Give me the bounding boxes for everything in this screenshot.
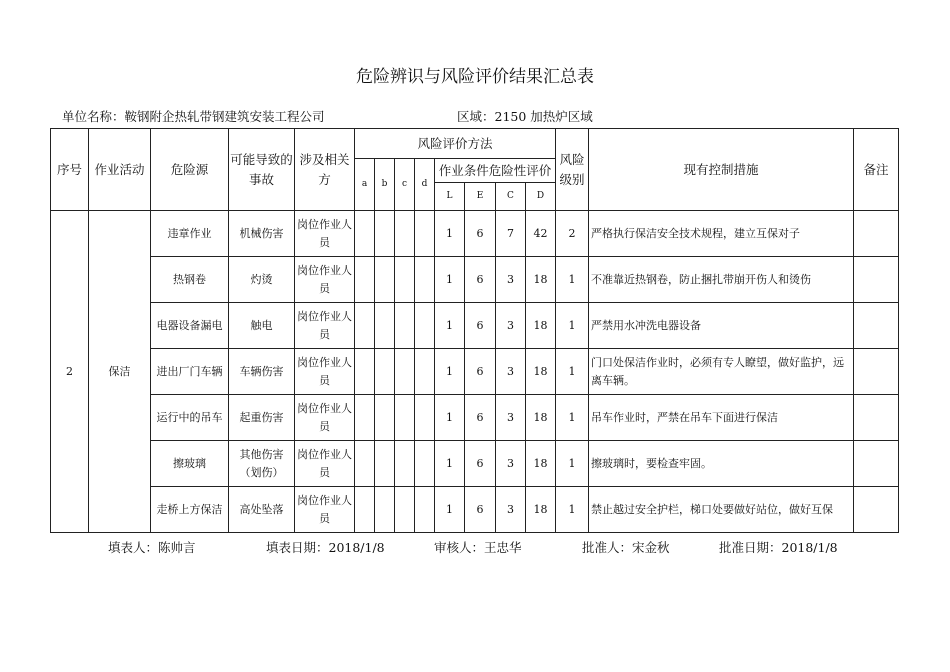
cell-measures: 严格执行保洁安全技术规程，建立互保对子 [589,211,854,257]
cell-involved: 岗位作业人员 [295,303,355,349]
cell-E: 6 [465,395,496,441]
cell-remark [854,349,899,395]
cell-level: 1 [556,487,589,533]
cell-E: 6 [465,349,496,395]
cell-L: 1 [435,211,465,257]
cell-involved: 岗位作业人员 [295,441,355,487]
cell-hazard: 违章作业 [151,211,229,257]
cell-L: 1 [435,395,465,441]
cell-level: 2 [556,211,589,257]
cell-a [355,257,375,303]
cell-accident: 车辆伤害 [229,349,295,395]
cell-C: 3 [496,441,526,487]
cell-E: 6 [465,441,496,487]
cell-hazard: 擦玻璃 [151,441,229,487]
cell-L: 1 [435,257,465,303]
cell-D: 18 [526,487,556,533]
header-level: 风险级别 [556,129,589,211]
table-body [51,211,899,533]
unit-name: 单位名称：鞍钢附企热轧带钢建筑安装工程公司 [62,109,325,124]
cell-remark [854,441,899,487]
header-remark: 备注 [854,129,899,211]
cell-remark [854,257,899,303]
cell-C: 3 [496,303,526,349]
cell-b [375,441,395,487]
cell-involved: 岗位作业人员 [295,487,355,533]
cell-a [355,349,375,395]
cell-E: 6 [465,257,496,303]
footer-reviewer: 审核人：王忠华 [434,540,522,555]
cell-accident: 高处坠落 [229,487,295,533]
cell-hazard: 电器设备漏电 [151,303,229,349]
header-measures: 现有控制措施 [589,129,854,211]
cell-a [355,441,375,487]
cell-E: 6 [465,211,496,257]
cell-accident: 其他伤害（划伤） [229,441,295,487]
cell-D: 18 [526,257,556,303]
cell-D: 18 [526,441,556,487]
table-row [51,349,899,395]
cell-C: 3 [496,487,526,533]
cell-D: 42 [526,211,556,257]
table-row [51,487,899,533]
cell-measures: 禁止越过安全护栏，梯口处要做好站位，做好互保 [589,487,854,533]
cell-hazard: 运行中的吊车 [151,395,229,441]
header-activity: 作业活动 [89,129,151,211]
cell-d [415,395,435,441]
cell-d [415,257,435,303]
cell-hazard: 进出厂门车辆 [151,349,229,395]
cell-level: 1 [556,303,589,349]
cell-b [375,349,395,395]
cell-C: 3 [496,349,526,395]
cell-accident: 机械伤害 [229,211,295,257]
table-row [51,441,899,487]
cell-level: 1 [556,349,589,395]
cell-L: 1 [435,487,465,533]
cell-b [375,257,395,303]
header-condition: 作业条件危险性评价 [435,159,556,183]
page-title: 危险辨识与风险评价结果汇总表 [356,67,594,87]
table-row [51,257,899,303]
cell-involved: 岗位作业人员 [295,211,355,257]
header-accident: 可能导致的事故 [229,129,295,211]
cell-involved: 岗位作业人员 [295,349,355,395]
cell-b [375,487,395,533]
cell-accident: 灼烫 [229,257,295,303]
cell-hazard: 走桥上方保洁 [151,487,229,533]
cell-E: 6 [465,303,496,349]
header-E: E [465,183,496,211]
header-involved: 涉及相关方 [295,129,355,211]
cell-C: 3 [496,395,526,441]
cell-b [375,395,395,441]
cell-activity: 保洁 [89,211,151,533]
cell-level: 1 [556,395,589,441]
cell-remark [854,487,899,533]
cell-D: 18 [526,395,556,441]
cell-seq: 2 [51,211,89,533]
cell-L: 1 [435,349,465,395]
cell-measures: 严禁用水冲洗电器设备 [589,303,854,349]
table-row [51,395,899,441]
header-a: a [355,159,375,211]
cell-L: 1 [435,441,465,487]
cell-accident: 触电 [229,303,295,349]
cell-a [355,211,375,257]
header-L: L [435,183,465,211]
footer-fill-date: 填表日期：2018/1/8 [266,540,385,555]
cell-d [415,441,435,487]
cell-d [415,211,435,257]
risk-summary-table [50,128,899,533]
cell-D: 18 [526,303,556,349]
cell-measures: 不准靠近热钢卷，防止捆扎带崩开伤人和烫伤 [589,257,854,303]
header-c: c [395,159,415,211]
cell-c [395,257,415,303]
cell-involved: 岗位作业人员 [295,395,355,441]
area-name: 区域：2150 加热炉区域 [457,109,593,124]
cell-accident: 起重伤害 [229,395,295,441]
footer-approve-date: 批准日期：2018/1/8 [719,540,838,555]
cell-C: 7 [496,211,526,257]
cell-C: 3 [496,257,526,303]
cell-d [415,487,435,533]
table-row [51,211,899,257]
cell-c [395,303,415,349]
cell-remark [854,303,899,349]
cell-measures: 擦玻璃时，要检查牢固。 [589,441,854,487]
cell-hazard: 热钢卷 [151,257,229,303]
footer-approver: 批准人：宋金秋 [582,540,670,555]
cell-b [375,303,395,349]
cell-c [395,211,415,257]
cell-level: 1 [556,441,589,487]
cell-remark [854,211,899,257]
header-D: D [526,183,556,211]
cell-measures: 门口处保洁作业时，必须有专人瞭望，做好监护，远离车辆。 [589,349,854,395]
cell-remark [854,395,899,441]
cell-level: 1 [556,257,589,303]
cell-involved: 岗位作业人员 [295,257,355,303]
cell-c [395,395,415,441]
cell-D: 18 [526,349,556,395]
footer-filler: 填表人：陈帅言 [108,540,196,555]
cell-a [355,487,375,533]
cell-c [395,349,415,395]
cell-d [415,303,435,349]
cell-d [415,349,435,395]
cell-b [375,211,395,257]
header-b: b [375,159,395,211]
header-d: d [415,159,435,211]
cell-c [395,441,415,487]
cell-a [355,303,375,349]
cell-measures: 吊车作业时，严禁在吊车下面进行保洁 [589,395,854,441]
table-row [51,303,899,349]
cell-c [395,487,415,533]
header-method: 风险评价方法 [355,129,556,159]
header-hazard: 危险源 [151,129,229,211]
header-C: C [496,183,526,211]
cell-a [355,395,375,441]
header-seq: 序号 [51,129,89,211]
cell-L: 1 [435,303,465,349]
cell-E: 6 [465,487,496,533]
